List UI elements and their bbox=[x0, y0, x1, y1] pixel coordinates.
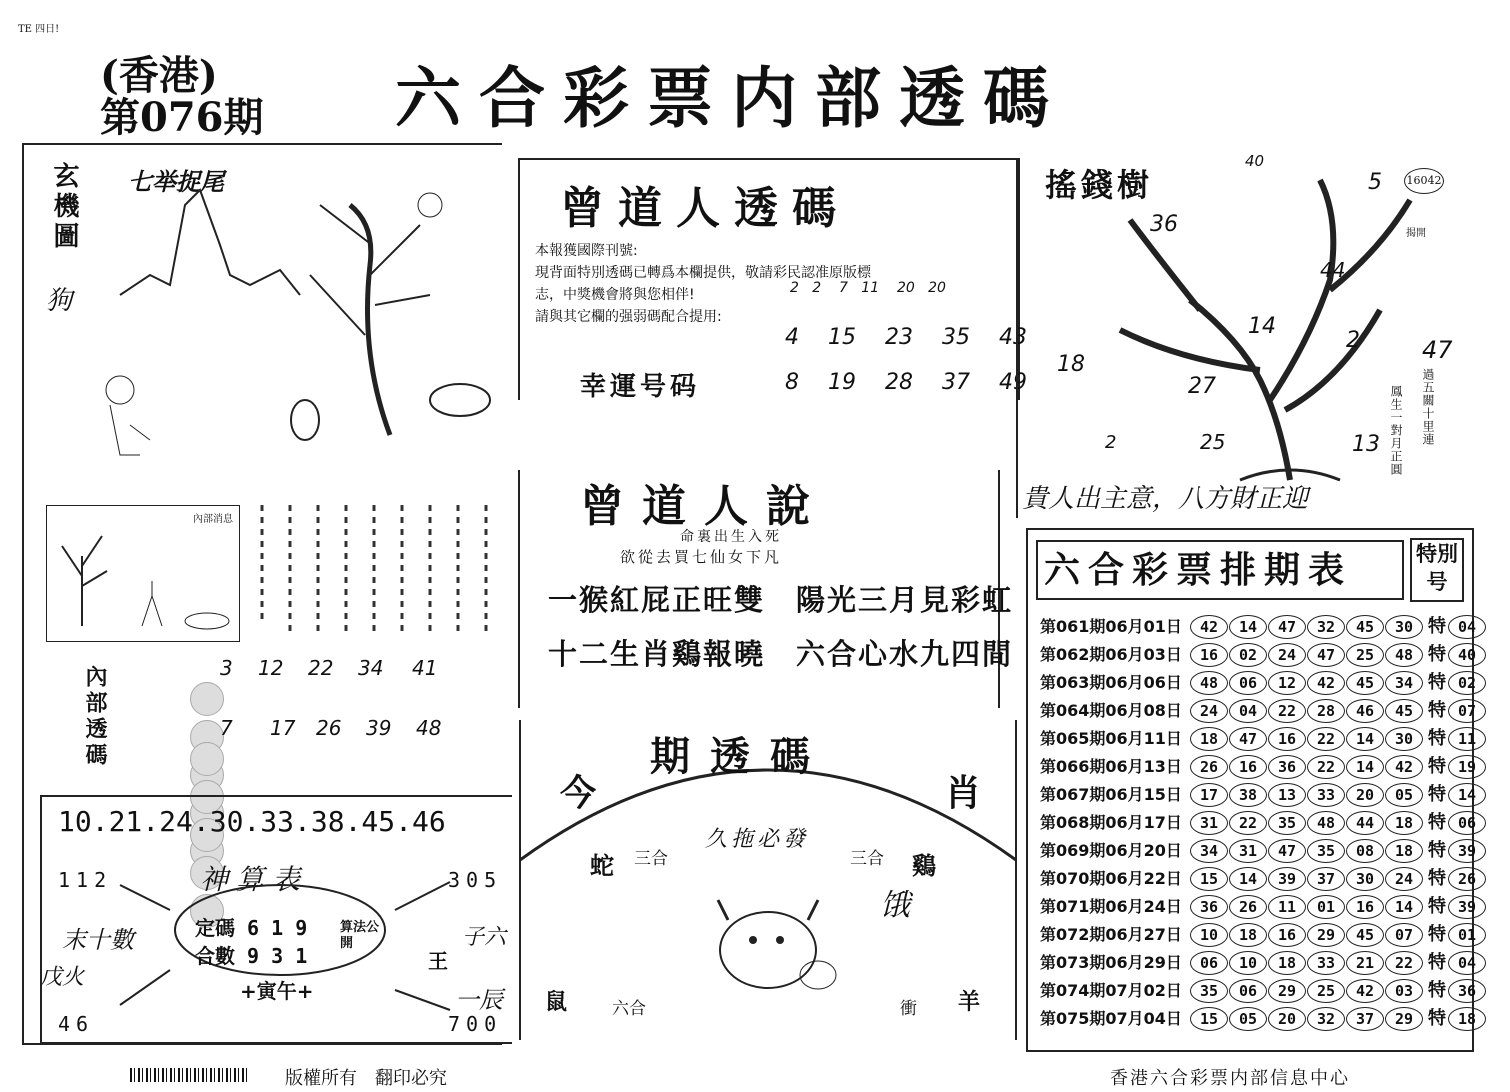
number-ball: 45 bbox=[1346, 671, 1384, 695]
hw-num: 18 bbox=[1057, 352, 1085, 377]
number-ball: 18 bbox=[1229, 923, 1267, 947]
number-ball: 34 bbox=[1190, 839, 1228, 863]
number-ball: 26 bbox=[1190, 755, 1228, 779]
ganzhi: +寅午+ bbox=[240, 979, 314, 1003]
stamp-caption: 揭開 bbox=[1406, 228, 1426, 239]
number-ball: 11 bbox=[1268, 895, 1306, 919]
number-ball: 36 bbox=[1190, 895, 1228, 919]
number-ball: 06 bbox=[1229, 979, 1267, 1003]
hw-num: 7 bbox=[839, 280, 848, 296]
row-label: 第062期06月03日 bbox=[1040, 645, 1182, 664]
number-ball: 42 bbox=[1346, 979, 1384, 1003]
hw-num: 2 bbox=[1346, 328, 1360, 353]
special-marker: 特 bbox=[1428, 840, 1446, 861]
number-ball: 30 bbox=[1385, 615, 1423, 639]
hw-num: 41 bbox=[412, 656, 438, 680]
number-ball: 35 bbox=[1307, 839, 1345, 863]
special-marker: 特 bbox=[1428, 728, 1446, 749]
left-hand-note: 末十數 bbox=[62, 926, 134, 954]
hw-num: 34 bbox=[358, 656, 384, 680]
zeng-say-line2: 十二生肖鷄報曉 六合心水九四間 bbox=[548, 637, 1014, 671]
schedule-row bbox=[1040, 696, 1487, 722]
schedule-row bbox=[1040, 948, 1487, 974]
method-label: 算法公開 bbox=[340, 920, 380, 951]
hw-num: 40 bbox=[1245, 152, 1265, 170]
number-ball: 18 bbox=[1190, 727, 1228, 751]
number-ball: 37 bbox=[1346, 1007, 1384, 1031]
special-ball: 39 bbox=[1448, 895, 1486, 919]
number-ball: 24 bbox=[1190, 699, 1228, 723]
number-ball: 38 bbox=[1229, 783, 1267, 807]
special-ball: 14 bbox=[1448, 783, 1486, 807]
special-marker: 特 bbox=[1428, 812, 1446, 833]
hw-num: 2 bbox=[1105, 432, 1117, 453]
special-ball: 40 bbox=[1448, 643, 1486, 667]
special-marker: 特 bbox=[1428, 896, 1446, 917]
hw-num: 48 bbox=[416, 716, 442, 740]
number-ball: 01 bbox=[1307, 895, 1345, 919]
scroll-caption: 內部消息 bbox=[193, 514, 233, 525]
row-label: 第063期06月06日 bbox=[1040, 673, 1182, 692]
special-marker: 特 bbox=[1428, 672, 1446, 693]
schedule-row bbox=[1040, 640, 1487, 666]
number-ball: 37 bbox=[1307, 867, 1345, 891]
row-label: 第072期06月27日 bbox=[1040, 925, 1182, 944]
stamp-badge: 16042 bbox=[1404, 168, 1444, 194]
special-ball: 04 bbox=[1448, 951, 1486, 975]
couplet-left: 鳳生一對月正圓 bbox=[1389, 385, 1403, 476]
lucky-label: 幸運号码 bbox=[580, 372, 701, 402]
special-marker: 特 bbox=[1428, 784, 1446, 805]
number-ball: 29 bbox=[1307, 923, 1345, 947]
number-ball: 33 bbox=[1307, 783, 1345, 807]
number-ball: 02 bbox=[1229, 643, 1267, 667]
number-ball: 39 bbox=[1268, 867, 1306, 891]
hw-row2 bbox=[785, 370, 1027, 395]
sanhe-right: 三合 bbox=[850, 849, 884, 869]
hw-num: 20 bbox=[896, 280, 915, 296]
barcode bbox=[130, 1068, 250, 1082]
schedule-row bbox=[1040, 752, 1487, 778]
number-ball: 06 bbox=[1190, 951, 1228, 975]
number-ball: 14 bbox=[1385, 895, 1423, 919]
ink-painting-illustration bbox=[90, 185, 500, 475]
special-marker: 特 bbox=[1428, 700, 1446, 721]
numbers-line: 10.21.24.30.33.38.45.46 bbox=[58, 805, 446, 838]
hw-num: 35 bbox=[942, 325, 970, 350]
number-ball: 29 bbox=[1268, 979, 1306, 1003]
special-label: 特別号 bbox=[1410, 538, 1464, 602]
hw-num: 8 bbox=[785, 370, 799, 395]
ding-ma: 定碼 6 1 9 bbox=[195, 916, 308, 940]
hw-num: 11 bbox=[861, 280, 880, 296]
special-ball: 07 bbox=[1448, 699, 1486, 723]
special-marker: 特 bbox=[1428, 980, 1446, 1001]
number-ball: 28 bbox=[1307, 699, 1345, 723]
special-ball: 04 bbox=[1448, 615, 1486, 639]
hw-num: 2 bbox=[790, 280, 799, 296]
row-label: 第067期06月15日 bbox=[1040, 785, 1182, 804]
xuanji-title: 玄機圖 bbox=[49, 162, 79, 252]
hw-num: 14 bbox=[1248, 314, 1276, 339]
number-ball: 47 bbox=[1268, 615, 1306, 639]
chong-label: 衝 bbox=[900, 999, 917, 1019]
special-marker: 特 bbox=[1428, 868, 1446, 889]
number-ball: 48 bbox=[1385, 643, 1423, 667]
number-ball: 06 bbox=[1229, 671, 1267, 695]
number-ball: 34 bbox=[1385, 671, 1423, 695]
left-hand-note-2: 戊火 bbox=[40, 965, 85, 990]
zeng-touma-title: 曾道人透碼 bbox=[560, 183, 850, 234]
schedule-row bbox=[1040, 612, 1487, 638]
number-ball: 10 bbox=[1229, 951, 1267, 975]
liuhe-label: 六合 bbox=[612, 999, 646, 1019]
number-ball: 30 bbox=[1346, 867, 1384, 891]
hw-num: 3 bbox=[220, 656, 233, 680]
zeng-say-sub2: 欲從去買七仙女下凡 bbox=[620, 548, 783, 566]
zeng-say-line1: 一猴紅屁正旺雙 陽光三月見彩虹 bbox=[548, 583, 1014, 617]
slogan: 貴人出主意，八方財正迎 bbox=[1022, 484, 1309, 514]
number-ball: 32 bbox=[1307, 615, 1345, 639]
number-ball: 17 bbox=[1190, 783, 1228, 807]
hw-num: 5 bbox=[1368, 170, 1382, 195]
number-ball: 22 bbox=[1229, 811, 1267, 835]
right-hand-note: 子六 bbox=[462, 925, 507, 950]
jinqi-title: 期透碼 bbox=[650, 733, 830, 780]
sanhe-left: 三合 bbox=[634, 849, 668, 869]
number-ball: 45 bbox=[1346, 615, 1384, 639]
number-ball: 25 bbox=[1307, 979, 1345, 1003]
scroll-painting bbox=[46, 505, 240, 642]
special-ball: 01 bbox=[1448, 923, 1486, 947]
hw-num: 12 bbox=[258, 656, 284, 680]
number-ball: 20 bbox=[1346, 783, 1384, 807]
hw-num: 13 bbox=[1352, 432, 1380, 457]
number-ball: 24 bbox=[1385, 867, 1423, 891]
number-ball: 25 bbox=[1346, 643, 1384, 667]
row-label: 第070期06月22日 bbox=[1040, 869, 1182, 888]
hw-num: 39 bbox=[366, 716, 392, 740]
number-ball: 45 bbox=[1385, 699, 1423, 723]
number-ball: 14 bbox=[1346, 755, 1384, 779]
couplet-right: 過五關十里連 bbox=[1421, 368, 1435, 446]
schedule-row bbox=[1040, 808, 1487, 834]
hw-num: 19 bbox=[828, 370, 856, 395]
number-ball: 48 bbox=[1307, 811, 1345, 835]
row-label: 第069期06月20日 bbox=[1040, 841, 1182, 860]
hw-num: 20 bbox=[928, 280, 946, 296]
schedule-row bbox=[1040, 864, 1487, 890]
schedule-title-box bbox=[1036, 540, 1404, 600]
special-marker: 特 bbox=[1428, 756, 1446, 777]
special-marker: 特 bbox=[1428, 1008, 1446, 1029]
hw-num: 17 bbox=[270, 716, 296, 740]
number-ball: 14 bbox=[1346, 727, 1384, 751]
number-ball: 44 bbox=[1346, 811, 1384, 835]
row-label: 第068期06月17日 bbox=[1040, 813, 1182, 832]
special-marker: 特 bbox=[1428, 952, 1446, 973]
zeng-say-title: 曾道人說 bbox=[580, 481, 828, 532]
hw-num: 22 bbox=[308, 656, 334, 680]
number-ball: 18 bbox=[1385, 839, 1423, 863]
number-ball: 05 bbox=[1229, 1007, 1267, 1031]
side-note: 狗 bbox=[46, 286, 73, 316]
corner-stamp: TE 四日! bbox=[18, 24, 60, 35]
number-ball: 03 bbox=[1385, 979, 1423, 1003]
number-ball: 14 bbox=[1229, 615, 1267, 639]
zodiac-snake: 蛇 bbox=[590, 851, 614, 880]
number-ball: 05 bbox=[1385, 783, 1423, 807]
schedule-row bbox=[1040, 724, 1487, 750]
jinqi-title-c: 肖 bbox=[945, 772, 986, 814]
jinqi-title-a: 今 bbox=[560, 772, 601, 814]
special-ball: 39 bbox=[1448, 839, 1486, 863]
painting-caption: 七举捉尾 bbox=[128, 168, 224, 196]
special-marker: 特 bbox=[1428, 924, 1446, 945]
schedule-row bbox=[1040, 920, 1487, 946]
schedule-row bbox=[1040, 892, 1487, 918]
number-ball: 20 bbox=[1268, 1007, 1306, 1031]
schedule-row bbox=[1040, 668, 1487, 694]
number-ball: 14 bbox=[1229, 867, 1267, 891]
hw-num: 26 bbox=[316, 716, 342, 740]
hw-num: 36 bbox=[1150, 212, 1178, 237]
number-ball: 35 bbox=[1190, 979, 1228, 1003]
number-ball: 36 bbox=[1268, 755, 1306, 779]
number-ball: 13 bbox=[1268, 783, 1306, 807]
zodiac-rooster: 鷄 bbox=[912, 851, 936, 880]
number-ball: 16 bbox=[1268, 923, 1306, 947]
number-ball: 15 bbox=[1190, 867, 1228, 891]
number-ball: 31 bbox=[1190, 811, 1228, 835]
neibu-label: 內部透碼 bbox=[82, 665, 108, 769]
hw-num: 27 bbox=[1188, 374, 1216, 399]
number-ball: 47 bbox=[1229, 727, 1267, 751]
hw-num: 37 bbox=[942, 370, 970, 395]
hw-num: 49 bbox=[999, 370, 1027, 395]
zeng-say-sub1: 命裏出生入死 bbox=[680, 529, 782, 545]
row-label: 第071期06月24日 bbox=[1040, 897, 1182, 916]
schedule-row bbox=[1040, 836, 1487, 862]
hw-num: 4 bbox=[785, 325, 799, 350]
row-label: 第073期06月29日 bbox=[1040, 953, 1182, 972]
shensuan-title: 神算表 bbox=[200, 863, 309, 896]
schedule-title: 六合彩票排期表 bbox=[1044, 549, 1353, 591]
number-ball: 22 bbox=[1307, 755, 1345, 779]
hw-num: 2 bbox=[812, 280, 822, 296]
text-line: 請與其它欄的强弱碼配合提用: bbox=[535, 309, 722, 325]
corner-tl: 112 bbox=[58, 868, 113, 892]
number-ball: 04 bbox=[1229, 699, 1267, 723]
number-ball: 18 bbox=[1268, 951, 1306, 975]
number-ball: 24 bbox=[1268, 643, 1306, 667]
jinqi-center: 久拖必發 bbox=[705, 827, 810, 852]
text-line: 本報獲國際刊號: bbox=[535, 243, 638, 259]
row-label: 第066期06月13日 bbox=[1040, 757, 1182, 776]
number-ball: 22 bbox=[1385, 951, 1423, 975]
hw-num: 25 bbox=[1200, 430, 1226, 454]
hw-num: 23 bbox=[885, 325, 913, 350]
number-ball: 42 bbox=[1307, 671, 1345, 695]
text-line: 現背面特別透碼已轉爲本欄提供，敬請彩民認准原版標 bbox=[535, 265, 871, 281]
row-label: 第064期06月08日 bbox=[1040, 701, 1182, 720]
number-ball: 15 bbox=[1190, 1007, 1228, 1031]
number-ball: 31 bbox=[1229, 839, 1267, 863]
number-ball: 47 bbox=[1307, 643, 1345, 667]
schedule-row bbox=[1040, 780, 1487, 806]
schedule-row bbox=[1040, 976, 1487, 1002]
schedule-row bbox=[1040, 1004, 1487, 1030]
main-title: 六合彩票内部透碼 bbox=[395, 59, 1067, 137]
special-ball: 18 bbox=[1448, 1007, 1486, 1031]
special-ball: 19 bbox=[1448, 755, 1486, 779]
row-label: 第065期06月11日 bbox=[1040, 729, 1182, 748]
corner-br: 700 bbox=[448, 1012, 503, 1036]
corner-tr: 305 bbox=[448, 868, 503, 892]
number-ball: 46 bbox=[1346, 699, 1384, 723]
hw-num: 47 bbox=[1422, 336, 1453, 364]
number-ball: 12 bbox=[1268, 671, 1306, 695]
footer-left: 版權所有 翻印必究 bbox=[285, 1068, 447, 1089]
number-ball: 08 bbox=[1346, 839, 1384, 863]
number-ball: 22 bbox=[1307, 727, 1345, 751]
row-label: 第075期07月04日 bbox=[1040, 1009, 1182, 1028]
number-ball: 29 bbox=[1385, 1007, 1423, 1031]
number-ball: 16 bbox=[1190, 643, 1228, 667]
number-ball: 30 bbox=[1385, 727, 1423, 751]
special-ball: 36 bbox=[1448, 979, 1486, 1003]
wang-char: 王 bbox=[428, 949, 448, 973]
number-ball: 16 bbox=[1229, 755, 1267, 779]
row-label: 第074期07月02日 bbox=[1040, 981, 1182, 1000]
hw-top-row bbox=[790, 280, 946, 296]
number-ball: 45 bbox=[1346, 923, 1384, 947]
corner-bl: 46 bbox=[58, 1012, 95, 1036]
special-ball: 11 bbox=[1448, 727, 1486, 751]
right-hand-note-2: 一辰 bbox=[455, 986, 503, 1014]
text-line: 志，中獎機會將與您相伴! bbox=[535, 287, 695, 303]
footer-right: 香港六合彩票内部信息中心 bbox=[1110, 1068, 1350, 1089]
hw-row1 bbox=[785, 325, 1027, 350]
number-ball: 32 bbox=[1307, 1007, 1345, 1031]
special-marker: 特 bbox=[1428, 644, 1446, 665]
hw-num: 43 bbox=[999, 325, 1027, 350]
number-ball: 10 bbox=[1190, 923, 1228, 947]
number-ball: 07 bbox=[1385, 923, 1423, 947]
region-label: (香港) bbox=[100, 52, 218, 99]
number-ball: 35 bbox=[1268, 811, 1306, 835]
number-ball: 18 bbox=[1385, 811, 1423, 835]
hw-mid: 饿 bbox=[880, 888, 910, 923]
number-ball: 16 bbox=[1268, 727, 1306, 751]
number-ball: 48 bbox=[1190, 671, 1228, 695]
special-ball: 26 bbox=[1448, 867, 1486, 891]
number-ball: 26 bbox=[1229, 895, 1267, 919]
number-ball: 47 bbox=[1268, 839, 1306, 863]
he-shu: 合數 9 3 1 bbox=[195, 944, 308, 968]
number-ball: 16 bbox=[1346, 895, 1384, 919]
zodiac-sheep: 羊 bbox=[958, 989, 981, 1015]
number-ball: 21 bbox=[1346, 951, 1384, 975]
special-ball: 06 bbox=[1448, 811, 1486, 835]
hw-num: 44 bbox=[1320, 258, 1346, 282]
special-marker: 特 bbox=[1428, 616, 1446, 637]
hw-num: 7 bbox=[220, 716, 233, 740]
hw-num: 28 bbox=[885, 370, 913, 395]
money-tree-title: 搖錢樹 bbox=[1045, 166, 1154, 204]
number-ball: 42 bbox=[1385, 755, 1423, 779]
number-ball: 42 bbox=[1190, 615, 1228, 639]
number-ball: 22 bbox=[1268, 699, 1306, 723]
special-ball: 02 bbox=[1448, 671, 1486, 695]
zodiac-rat: 鼠 bbox=[545, 989, 568, 1015]
vertical-text-columns bbox=[250, 500, 500, 640]
header-left bbox=[100, 52, 340, 145]
row-label: 第061期06月01日 bbox=[1040, 617, 1182, 636]
issue-number: 第076期 bbox=[100, 94, 264, 141]
hw-num: 15 bbox=[828, 325, 856, 350]
number-ball: 33 bbox=[1307, 951, 1345, 975]
